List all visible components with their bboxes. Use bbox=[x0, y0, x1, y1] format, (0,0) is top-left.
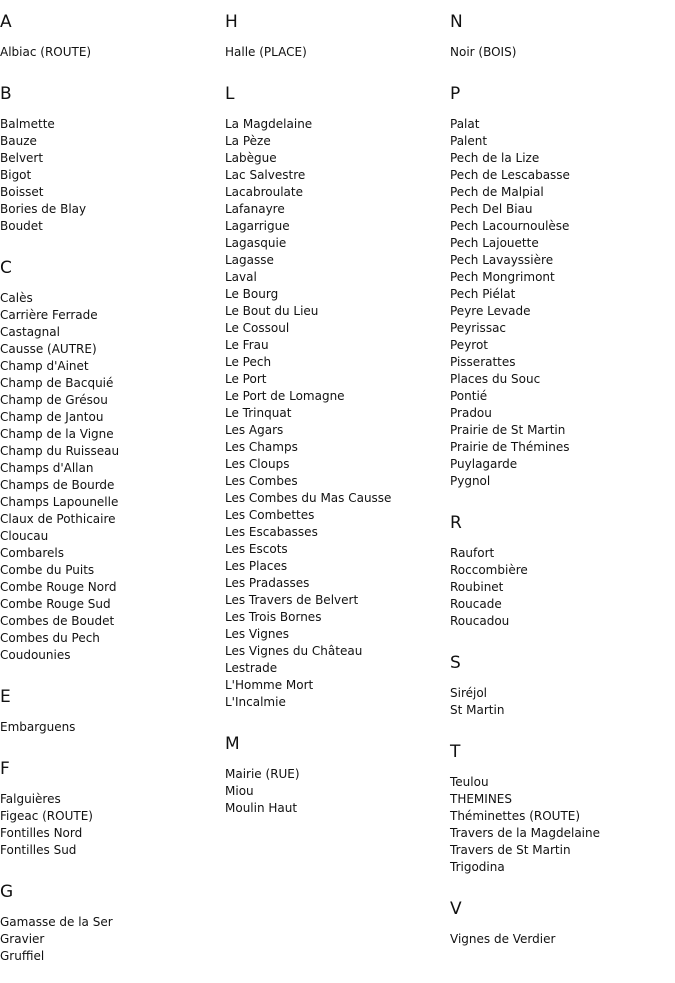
place-item-champs-d-allan[interactable]: Champs d'Allan bbox=[0, 461, 94, 475]
place-item-miou[interactable]: Miou bbox=[225, 784, 254, 798]
place-item-pech-de-la-lize[interactable]: Pech de la Lize bbox=[450, 151, 540, 165]
place-list bbox=[225, 44, 450, 61]
place-item-lagasse[interactable]: Lagasse bbox=[225, 253, 274, 267]
letter-section-h bbox=[225, 12, 450, 61]
letter-heading: N bbox=[450, 12, 463, 32]
place-item-la-peze[interactable]: La Pèze bbox=[225, 134, 271, 148]
place-item-noir-bois[interactable]: Noir (BOIS) bbox=[450, 45, 517, 59]
place-item-gravier[interactable]: Gravier bbox=[0, 932, 45, 946]
place-item-travers-de-la-magdelaine[interactable]: Travers de la Magdelaine bbox=[450, 826, 600, 840]
place-list bbox=[450, 116, 675, 490]
place-item-halle-place[interactable]: Halle (PLACE) bbox=[225, 45, 307, 59]
place-item-sirejol[interactable]: Siréjol bbox=[450, 686, 488, 700]
place-item-pisserattes[interactable]: Pisserattes bbox=[450, 355, 516, 369]
place-item-lestrade[interactable]: Lestrade bbox=[225, 661, 278, 675]
letter-heading: F bbox=[0, 759, 10, 779]
letter-heading: G bbox=[0, 882, 14, 902]
letter-section-t bbox=[450, 742, 675, 876]
place-item-pech-de-lescabasse[interactable]: Pech de Lescabasse bbox=[450, 168, 570, 182]
place-item-bigot[interactable]: Bigot bbox=[0, 168, 32, 182]
place-item-les-escabasses[interactable]: Les Escabasses bbox=[225, 525, 318, 539]
place-item-pech-pielat[interactable]: Pech Piélat bbox=[450, 287, 516, 301]
place-item-bories-de-blay[interactable]: Bories de Blay bbox=[0, 202, 87, 216]
place-item-pech-de-malpial[interactable]: Pech de Malpial bbox=[450, 185, 544, 199]
place-item-lagasquie[interactable]: Lagasquie bbox=[225, 236, 287, 250]
place-item-cales[interactable]: Calès bbox=[0, 291, 33, 305]
place-item-causse-autre[interactable]: Causse (AUTRE) bbox=[0, 342, 97, 356]
place-item-teulou[interactable]: Teulou bbox=[450, 775, 489, 789]
place-item-prairie-de-themines[interactable]: Prairie de Thémines bbox=[450, 440, 570, 454]
place-item-themines[interactable]: THEMINES bbox=[450, 792, 513, 806]
place-item-palat[interactable]: Palat bbox=[450, 117, 480, 131]
place-item-champs-de-bourde[interactable]: Champs de Bourde bbox=[0, 478, 115, 492]
place-item-champ-de-la-vigne[interactable]: Champ de la Vigne bbox=[0, 427, 114, 441]
place-item-le-pech[interactable]: Le Pech bbox=[225, 355, 272, 369]
place-item-les-combes[interactable]: Les Combes bbox=[225, 474, 298, 488]
place-item-mairie-rue[interactable]: Mairie (RUE) bbox=[225, 767, 300, 781]
place-item-l-incalmie[interactable]: L'Incalmie bbox=[225, 695, 286, 709]
letter-heading: H bbox=[225, 12, 238, 32]
place-item-le-cossoul[interactable]: Le Cossoul bbox=[225, 321, 290, 335]
place-item-pech-lacournoulese[interactable]: Pech Lacournoulèse bbox=[450, 219, 570, 233]
place-item-st-martin[interactable]: St Martin bbox=[450, 703, 505, 717]
place-item-combarels[interactable]: Combarels bbox=[0, 546, 65, 560]
place-item-prairie-de-st-martin[interactable]: Prairie de St Martin bbox=[450, 423, 566, 437]
place-item-cloucau[interactable]: Cloucau bbox=[0, 529, 49, 543]
place-item-combes-de-boudet[interactable]: Combes de Boudet bbox=[0, 614, 115, 628]
place-item-peyrissac[interactable]: Peyrissac bbox=[450, 321, 507, 335]
place-item-roubinet[interactable]: Roubinet bbox=[450, 580, 504, 594]
place-item-laval[interactable]: Laval bbox=[225, 270, 257, 284]
place-list bbox=[0, 290, 225, 664]
letter-section-s bbox=[450, 653, 675, 719]
letter-section-e bbox=[0, 687, 225, 736]
letter-heading: P bbox=[450, 84, 461, 104]
place-item-champ-de-jantou[interactable]: Champ de Jantou bbox=[0, 410, 104, 424]
letter-section-c bbox=[0, 258, 225, 664]
place-item-gamasse-de-la-ser[interactable]: Gamasse de la Ser bbox=[0, 915, 113, 929]
place-item-pech-lavayssiere[interactable]: Pech Lavayssière bbox=[450, 253, 554, 267]
place-item-roucade[interactable]: Roucade bbox=[450, 597, 502, 611]
place-item-lafanayre[interactable]: Lafanayre bbox=[225, 202, 285, 216]
place-item-le-port[interactable]: Le Port bbox=[225, 372, 267, 386]
place-item-gruffiel[interactable]: Gruffiel bbox=[0, 949, 45, 963]
place-item-moulin-haut[interactable]: Moulin Haut bbox=[225, 801, 298, 815]
place-item-balmette[interactable]: Balmette bbox=[0, 117, 55, 131]
letter-section-g bbox=[0, 882, 225, 965]
letter-heading: C bbox=[0, 258, 12, 278]
place-list bbox=[225, 116, 450, 711]
place-list bbox=[0, 44, 225, 61]
place-item-le-bourg[interactable]: Le Bourg bbox=[225, 287, 279, 301]
place-item-les-places[interactable]: Les Places bbox=[225, 559, 288, 573]
place-item-roucadou[interactable]: Roucadou bbox=[450, 614, 510, 628]
place-item-les-vignes[interactable]: Les Vignes bbox=[225, 627, 290, 641]
place-item-peyre-levade[interactable]: Peyre Levade bbox=[450, 304, 531, 318]
letter-section-v bbox=[450, 899, 675, 948]
letter-heading: T bbox=[450, 742, 461, 762]
letter-heading: A bbox=[0, 12, 12, 32]
place-item-lacabroulate[interactable]: Lacabroulate bbox=[225, 185, 303, 199]
letter-heading: S bbox=[450, 653, 461, 673]
place-item-places-du-souc[interactable]: Places du Souc bbox=[450, 372, 541, 386]
place-item-albiac-route[interactable]: Albiac (ROUTE) bbox=[0, 45, 92, 59]
place-item-coudounies[interactable]: Coudounies bbox=[0, 648, 71, 662]
place-item-embarguens[interactable]: Embarguens bbox=[0, 720, 76, 734]
place-item-pech-del-biau[interactable]: Pech Del Biau bbox=[450, 202, 533, 216]
place-list bbox=[0, 116, 225, 235]
place-item-les-escots[interactable]: Les Escots bbox=[225, 542, 288, 556]
place-item-travers-de-st-martin[interactable]: Travers de St Martin bbox=[450, 843, 571, 857]
place-list bbox=[450, 545, 675, 630]
place-list bbox=[0, 914, 225, 965]
place-item-les-combes-du-mas-causse[interactable]: Les Combes du Mas Causse bbox=[225, 491, 392, 505]
place-item-pygnol[interactable]: Pygnol bbox=[450, 474, 491, 488]
letter-heading: B bbox=[0, 84, 12, 104]
letter-section-p bbox=[450, 84, 675, 490]
place-item-la-magdelaine[interactable]: La Magdelaine bbox=[225, 117, 313, 131]
place-item-trigodina[interactable]: Trigodina bbox=[450, 860, 505, 874]
place-item-carriere-ferrade[interactable]: Carrière Ferrade bbox=[0, 308, 98, 322]
letter-section-a bbox=[0, 12, 225, 61]
place-item-champ-du-ruisseau[interactable]: Champ du Ruisseau bbox=[0, 444, 120, 458]
letter-heading: E bbox=[0, 687, 11, 707]
place-item-les-travers-de-belvert[interactable]: Les Travers de Belvert bbox=[225, 593, 359, 607]
place-item-champ-de-gresou[interactable]: Champ de Grésou bbox=[0, 393, 108, 407]
place-item-l-homme-mort[interactable]: L'Homme Mort bbox=[225, 678, 314, 692]
letter-section-l bbox=[225, 84, 450, 711]
place-item-champs-lapounelle[interactable]: Champs Lapounelle bbox=[0, 495, 119, 509]
place-item-le-frau[interactable]: Le Frau bbox=[225, 338, 269, 352]
place-item-champ-de-bacquie[interactable]: Champ de Bacquié bbox=[0, 376, 114, 390]
place-item-lagarrigue[interactable]: Lagarrigue bbox=[225, 219, 290, 233]
place-item-boisset[interactable]: Boisset bbox=[0, 185, 44, 199]
place-item-les-trois-bornes[interactable]: Les Trois Bornes bbox=[225, 610, 322, 624]
place-item-raufort[interactable]: Raufort bbox=[450, 546, 495, 560]
place-item-combe-du-puits[interactable]: Combe du Puits bbox=[0, 563, 95, 577]
place-item-les-champs[interactable]: Les Champs bbox=[225, 440, 298, 454]
place-item-labegue[interactable]: Labègue bbox=[225, 151, 277, 165]
place-item-castagnal[interactable]: Castagnal bbox=[0, 325, 60, 339]
index-column-1 bbox=[0, 0, 225, 965]
place-item-le-port-de-lomagne[interactable]: Le Port de Lomagne bbox=[225, 389, 345, 403]
place-item-les-cloups[interactable]: Les Cloups bbox=[225, 457, 290, 471]
place-item-fontilles-sud[interactable]: Fontilles Sud bbox=[0, 843, 77, 857]
letter-section-b bbox=[0, 84, 225, 235]
place-item-falguieres[interactable]: Falguières bbox=[0, 792, 61, 806]
place-item-pech-mongrimont[interactable]: Pech Mongrimont bbox=[450, 270, 555, 284]
letter-section-m bbox=[225, 734, 450, 817]
letter-section-n bbox=[450, 12, 675, 61]
letter-section-f bbox=[0, 759, 225, 859]
place-item-bauze[interactable]: Bauze bbox=[0, 134, 37, 148]
place-list bbox=[450, 931, 675, 948]
place-list bbox=[450, 685, 675, 719]
letter-heading: L bbox=[225, 84, 235, 104]
place-item-theminettes-route[interactable]: Théminettes (ROUTE) bbox=[450, 809, 581, 823]
letter-heading: R bbox=[450, 513, 462, 533]
place-item-combe-rouge-sud[interactable]: Combe Rouge Sud bbox=[0, 597, 111, 611]
place-item-vignes-de-verdier[interactable]: Vignes de Verdier bbox=[450, 932, 556, 946]
place-item-figeac-route[interactable]: Figeac (ROUTE) bbox=[0, 809, 93, 823]
place-item-les-agars[interactable]: Les Agars bbox=[225, 423, 284, 437]
place-list bbox=[0, 791, 225, 859]
place-list bbox=[450, 44, 675, 61]
place-item-les-pradasses[interactable]: Les Pradasses bbox=[225, 576, 310, 590]
place-item-peyrot[interactable]: Peyrot bbox=[450, 338, 489, 352]
place-item-lac-salvestre[interactable]: Lac Salvestre bbox=[225, 168, 306, 182]
place-item-belvert[interactable]: Belvert bbox=[0, 151, 44, 165]
place-list bbox=[225, 766, 450, 817]
letter-section-r bbox=[450, 513, 675, 630]
place-item-le-trinquat[interactable]: Le Trinquat bbox=[225, 406, 292, 420]
place-item-pech-lajouette[interactable]: Pech Lajouette bbox=[450, 236, 539, 250]
place-item-le-bout-du-lieu[interactable]: Le Bout du Lieu bbox=[225, 304, 319, 318]
place-item-puylagarde[interactable]: Puylagarde bbox=[450, 457, 518, 471]
place-item-claux-de-pothicaire[interactable]: Claux de Pothicaire bbox=[0, 512, 116, 526]
place-item-combe-rouge-nord[interactable]: Combe Rouge Nord bbox=[0, 580, 117, 594]
letter-heading: V bbox=[450, 899, 462, 919]
place-item-palent[interactable]: Palent bbox=[450, 134, 488, 148]
place-item-fontilles-nord[interactable]: Fontilles Nord bbox=[0, 826, 83, 840]
place-item-roccombiere[interactable]: Roccombière bbox=[450, 563, 528, 577]
index-column-2 bbox=[225, 0, 450, 817]
place-item-pontie[interactable]: Pontié bbox=[450, 389, 488, 403]
place-item-boudet[interactable]: Boudet bbox=[0, 219, 43, 233]
index-column-3 bbox=[450, 0, 675, 948]
letter-heading: M bbox=[225, 734, 240, 754]
place-item-les-vignes-du-chateau[interactable]: Les Vignes du Château bbox=[225, 644, 363, 658]
place-list bbox=[0, 719, 225, 736]
place-item-les-combettes[interactable]: Les Combettes bbox=[225, 508, 315, 522]
place-item-pradou[interactable]: Pradou bbox=[450, 406, 492, 420]
place-item-champ-d-ainet[interactable]: Champ d'Ainet bbox=[0, 359, 89, 373]
place-list bbox=[450, 774, 675, 876]
place-item-combes-du-pech[interactable]: Combes du Pech bbox=[0, 631, 100, 645]
